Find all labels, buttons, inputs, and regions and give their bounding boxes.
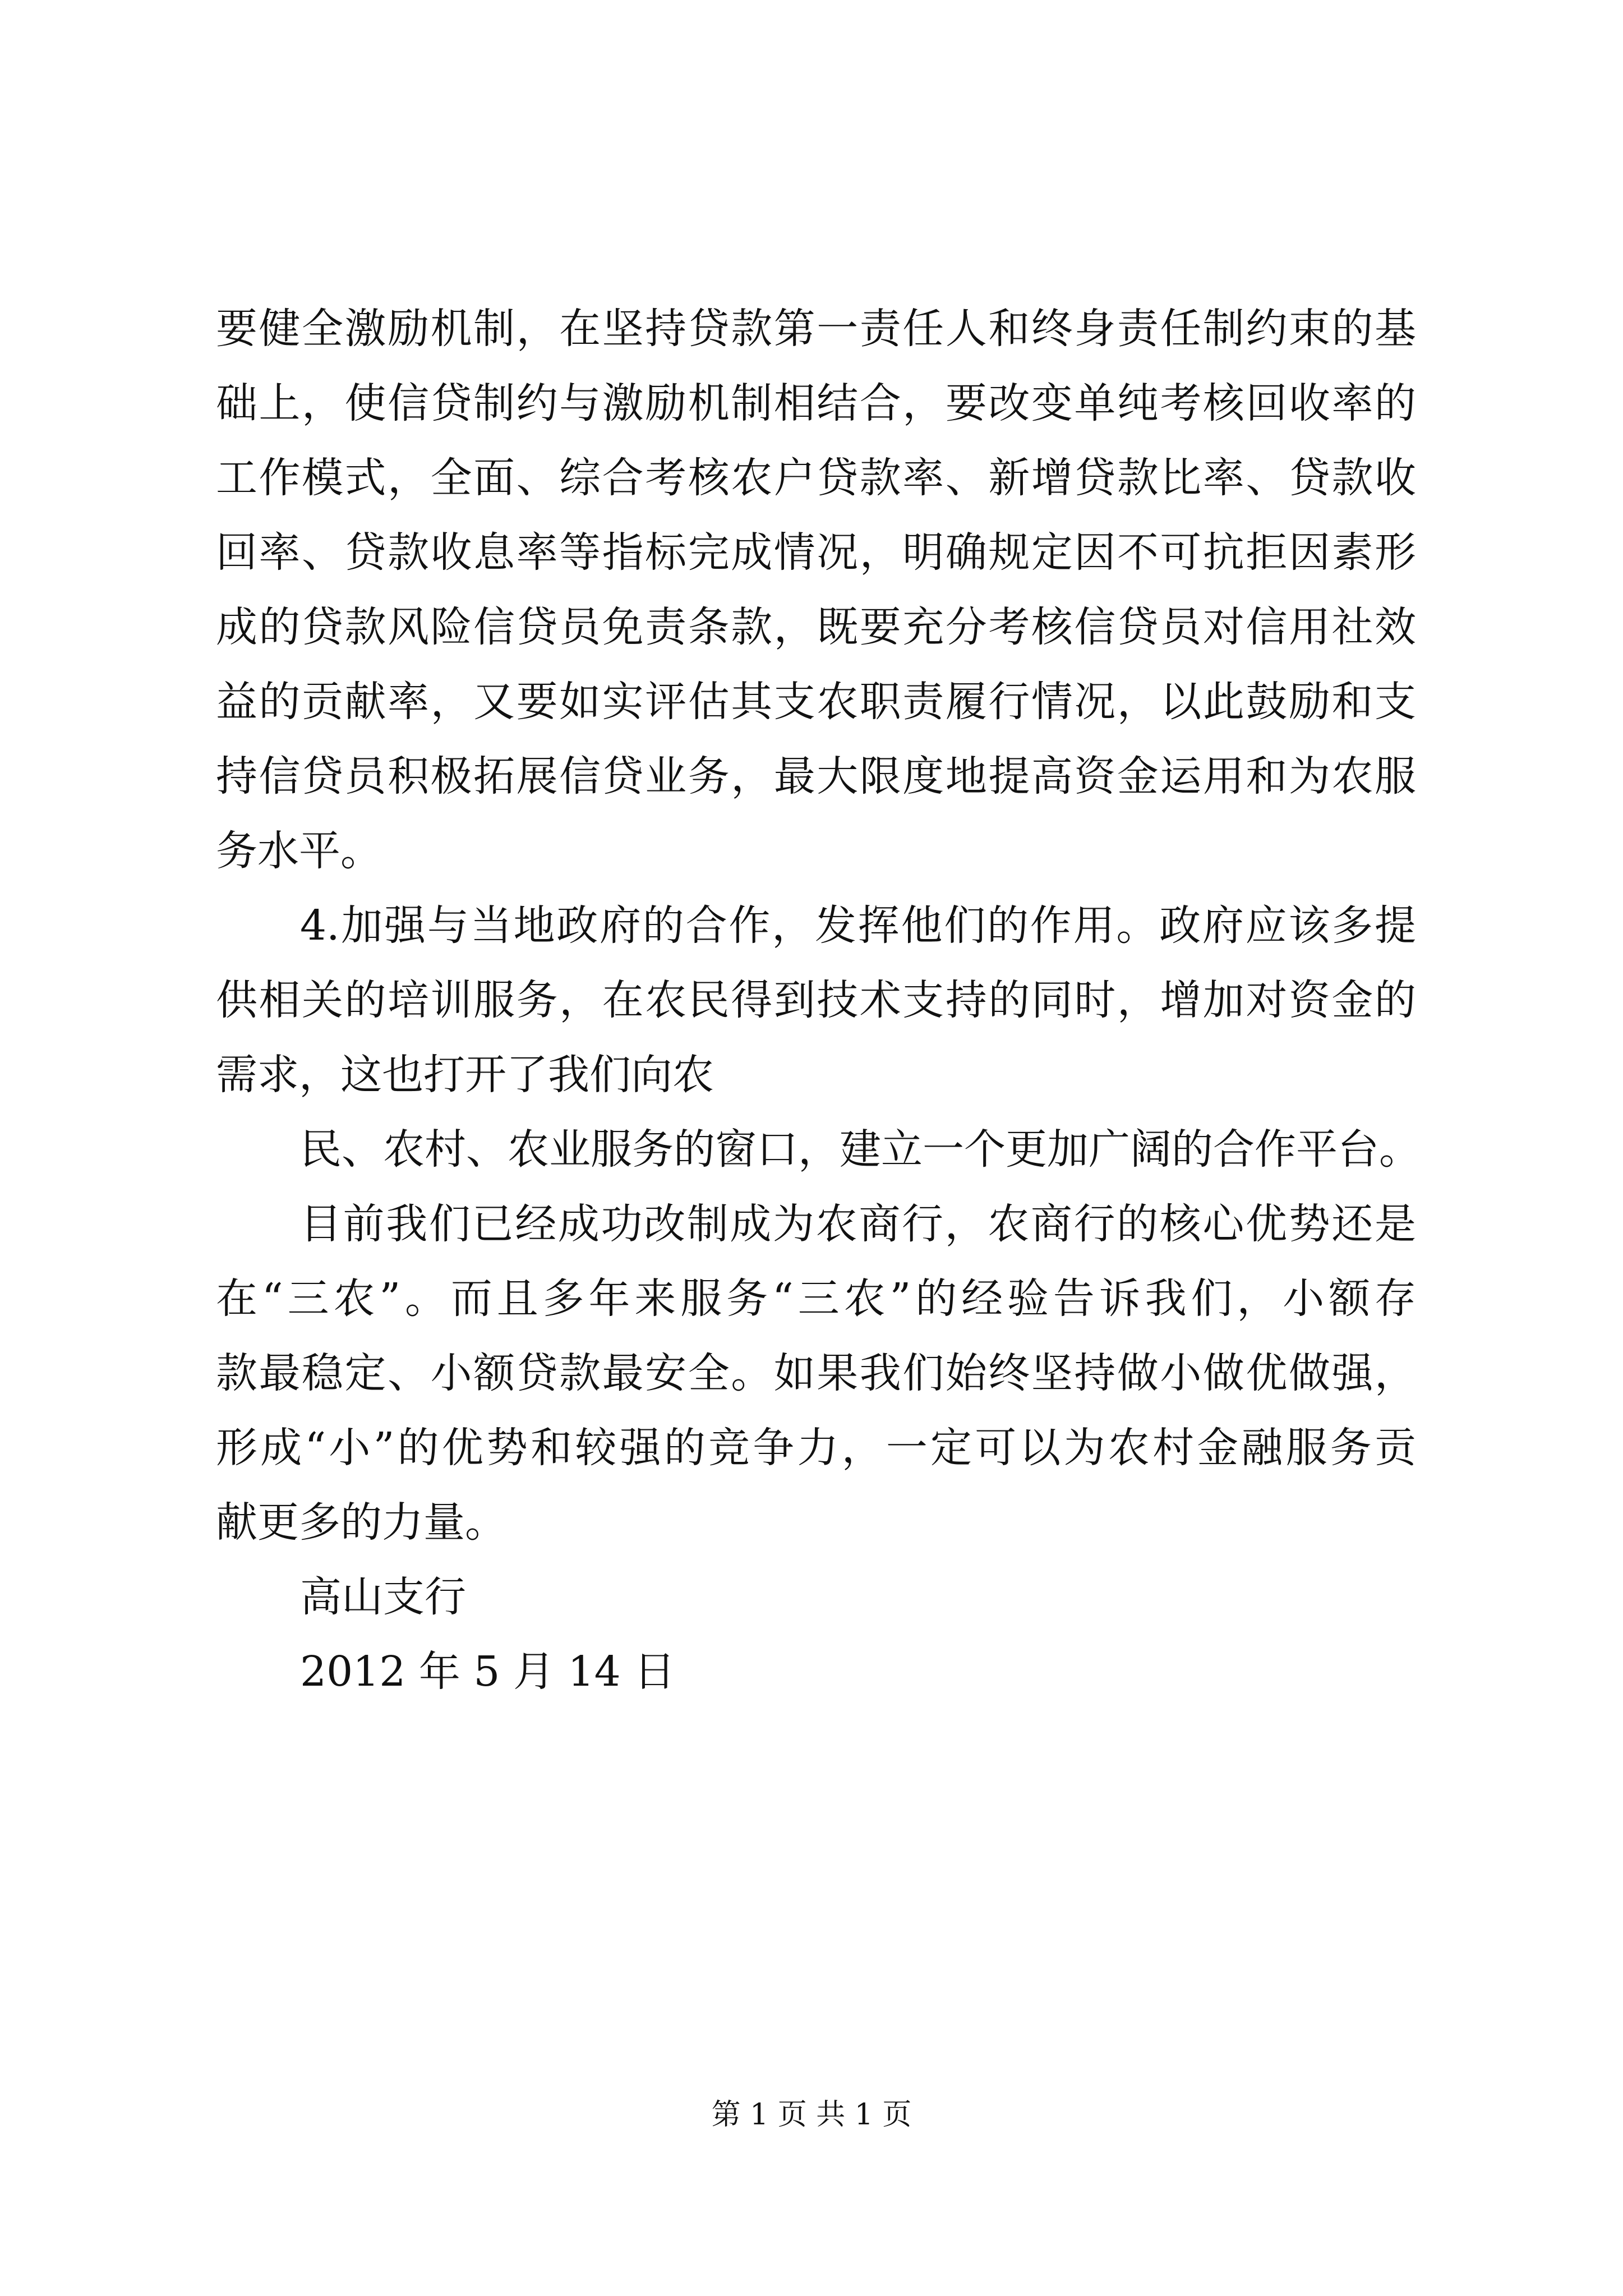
text-line: 益的贡献率，又要如实评估其支农职责履行情况，以此鼓励和支: [216, 678, 1416, 726]
signature-branch: 高山支行: [300, 1573, 466, 1621]
text-line: 4.加强与当地政府的合作，发挥他们的作用。政府应该多提: [300, 901, 1416, 950]
text-line: 持信贷员积极拓展信贷业务，最大限度地提高资金运用和为农服: [216, 752, 1416, 800]
text-line: 款最稳定、小额贷款最安全。如果我们始终坚持做小做优做强，: [216, 1349, 1416, 1397]
signature-date: 2012 年 5 月 14 日: [300, 1648, 676, 1696]
text-line: 工作模式，全面、综合考核农户贷款率、新增贷款比率、贷款收: [216, 454, 1416, 502]
text-line: 础上，使信贷制约与激励机制相结合，要改变单纯考核回收率的: [216, 379, 1416, 427]
text-line: 需求，这也打开了我们向农: [216, 1051, 714, 1099]
text-line: 民、农村、农业服务的窗口，建立一个更加广阔的合作平台。: [300, 1125, 1421, 1174]
text-line: 要健全激励机制，在坚持贷款第一责任人和终身责任制约束的基: [216, 305, 1416, 353]
text-line: 务水平。: [216, 827, 382, 875]
text-line: 回率、贷款收息率等指标完成情况，明确规定因不可抗拒因素形: [216, 528, 1416, 577]
page-footer: 第 1 页 共 1 页: [711, 2098, 912, 2132]
document-body: [216, 292, 1421, 1709]
text-line: 在“三农”。而且多年来服务“三农”的经验告诉我们，小额存: [216, 1274, 1416, 1323]
text-line: 目前我们已经成功改制成为农商行，农商行的核心优势还是: [300, 1200, 1416, 1248]
text-line: 献更多的力量。: [216, 1498, 506, 1547]
text-line: 供相关的培训服务，在农民得到技术支持的同时，增加对资金的: [216, 976, 1416, 1024]
text-line: 形成“小”的优势和较强的竞争力，一定可以为农村金融服务贡: [216, 1424, 1416, 1472]
text-line: 成的贷款风险信贷员免责条款，既要充分考核信贷员对信用社效: [216, 603, 1416, 651]
